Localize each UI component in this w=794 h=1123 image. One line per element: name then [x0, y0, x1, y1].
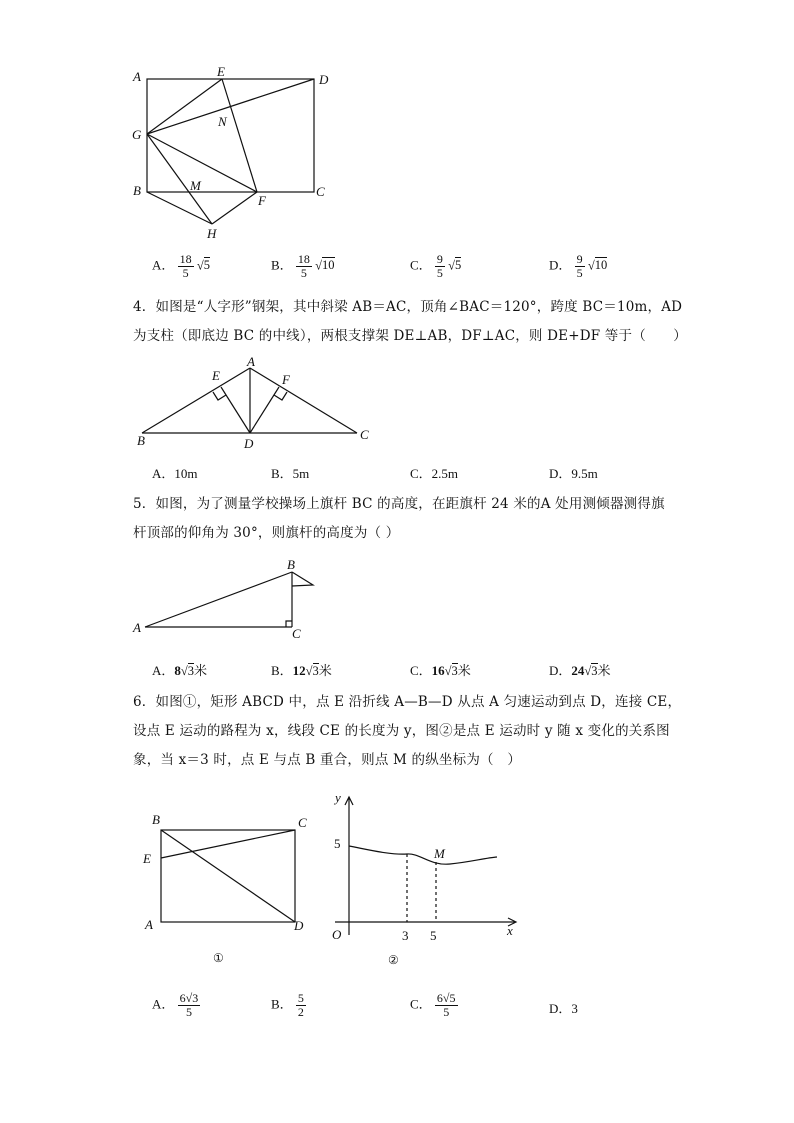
label-E: E [217, 64, 225, 79]
q6-text-line3: 象，当 x＝3 时，点 E 与点 B 重合，则点 M 的纵坐标为（ ） [133, 752, 522, 768]
q4-text-line2: 为支柱（即底边 BC 的中线），两根支撑架 DE⊥AB，DF⊥AC，则 DE+DF 等于（ ） [133, 328, 687, 344]
q6-fig2-caption: ② [388, 953, 399, 967]
q6-fig2-label-M: M [434, 846, 445, 861]
q3-option-b[interactable]: B． $\frac{18}{5}$ √10 [271, 252, 335, 280]
q6-fig2-y-tick-5: 5 [334, 836, 341, 851]
q4-label-F: F [282, 372, 290, 387]
q6-fig2-x-tick-5: 5 [430, 928, 437, 943]
q4-text-line1: 4．如图是“人字形”钢架，其中斜梁 AB＝AC，顶角∠BAC＝120°，跨度 BC＝10m，AD [133, 299, 683, 315]
q5-option-d[interactable]: D．24√3米 [549, 663, 611, 678]
q4-label-C: C [360, 427, 369, 442]
label-D: D [319, 72, 329, 87]
q5-option-a[interactable]: A．8√3米 [152, 663, 208, 678]
q6-fig2-x-tick-3: 3 [402, 928, 409, 943]
q6-fig2-y-axis-label: y [335, 790, 341, 805]
q5-text-line1: 5．如图，为了测量学校操场上旗杆 BC 的高度，在距旗杆 24 米的A 处用测倾器测得旗 [133, 496, 665, 512]
q6-fig2-x-axis-label: x [507, 923, 513, 938]
label-G: G [132, 127, 142, 142]
label-N: N [218, 114, 227, 129]
label-A: A [133, 69, 141, 84]
q4-label-A: A [247, 354, 255, 369]
label-F: F [258, 193, 266, 208]
q6-option-b[interactable]: B． $\frac{5}{2}$ [271, 991, 304, 1019]
q6-fig1-label-A: A [145, 917, 153, 932]
q4-label-B: B [137, 433, 145, 448]
q4-option-c[interactable]: C．2.5m [410, 466, 459, 481]
q4-label-E: E [212, 368, 220, 383]
label-M: M [190, 178, 201, 193]
q5-option-b[interactable]: B．12√3米 [271, 663, 332, 678]
label-C: C [316, 184, 325, 199]
q4-option-a[interactable]: A．10m [152, 466, 198, 481]
q4-label-D: D [244, 436, 254, 451]
q6-fig1-label-B: B [152, 812, 160, 827]
q6-text-line1: 6．如图①，矩形 ABCD 中，点 E 沿折线 A—B—D 从点 A 匀速运动到点 D，连接 CE， [133, 694, 682, 710]
q6-option-c[interactable]: C． $\frac{6√5}{5}$ [410, 991, 456, 1019]
q6-fig1-label-D: D [294, 918, 304, 933]
q4-option-d[interactable]: D．9.5m [549, 466, 598, 481]
q3-option-a[interactable]: A． $\frac{18}{5}$ √5 [152, 252, 211, 280]
q6-fig1-caption: ① [213, 951, 224, 965]
q5-label-B: B [287, 557, 295, 572]
q6-fig1-label-C: C [298, 815, 307, 830]
q5-label-C: C [292, 626, 301, 641]
q4-option-b[interactable]: B．5m [271, 466, 310, 481]
q6-option-d[interactable]: D．3 [549, 1001, 578, 1016]
q6-text-line2: 设点 E 运动的路程为 x，线段 CE 的长度为 y，图②是点 E 运动时 y 随 x 变化的关系图 [133, 723, 670, 739]
q6-option-a[interactable]: A． $\frac{6√3}{5}$ [152, 991, 199, 1019]
q6-fig1-label-E: E [143, 851, 151, 866]
label-H: H [207, 226, 217, 241]
q3-option-c[interactable]: C． $\frac{9}{5}$ √5 [410, 252, 462, 280]
label-B: B [133, 183, 141, 198]
q5-text-line2: 杆顶部的仰角为 30°，则旗杆的高度为（ ） [133, 525, 400, 541]
q6-fig2-origin-label: O [332, 927, 342, 942]
q5-option-c[interactable]: C．16√3米 [410, 663, 471, 678]
q5-label-A: A [133, 620, 141, 635]
q3-option-d[interactable]: D． $\frac{9}{5}$ √10 [549, 252, 608, 280]
